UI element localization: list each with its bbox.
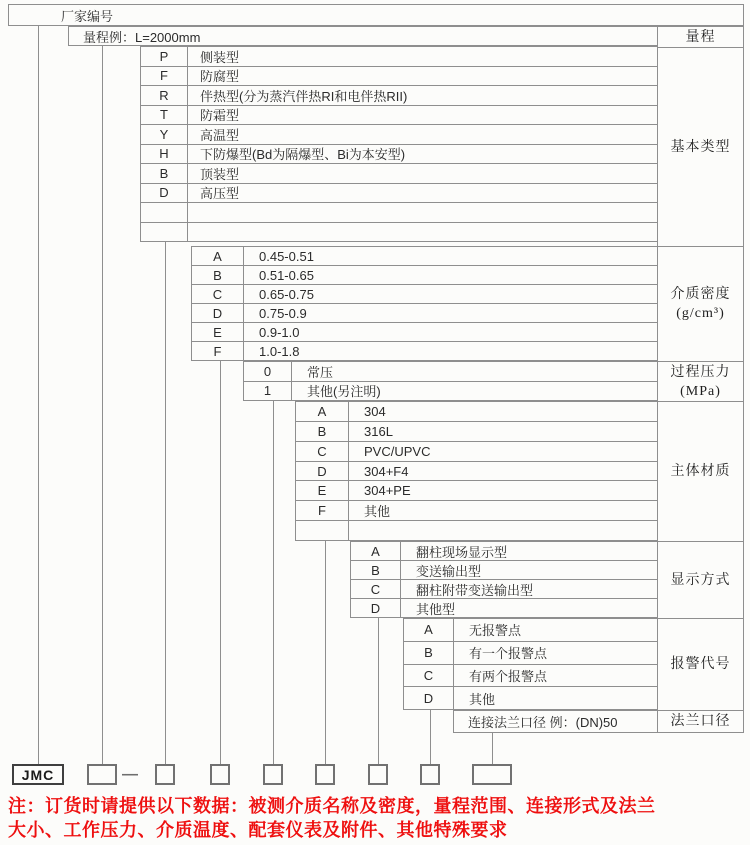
connector-line-basic [165, 242, 166, 765]
desc-cell: 1.0-1.8 [259, 343, 300, 359]
table-row [296, 520, 657, 540]
model-code-box-pressure [263, 764, 283, 785]
code-cell [141, 223, 188, 242]
code-cell: A [404, 619, 454, 641]
model-code-dash: — [122, 765, 138, 783]
table-row [192, 303, 657, 322]
section-label-alarm-code: 报警代号 [658, 618, 743, 710]
connector-line-density [220, 361, 221, 765]
connector-line-pressure [273, 401, 274, 765]
desc-cell [188, 223, 657, 242]
desc-cell: 高压型 [200, 186, 240, 202]
table-row [141, 124, 657, 144]
code-cell: A [296, 402, 349, 421]
desc-cell: PVC/UPVC [364, 443, 431, 459]
model-code-box-display [368, 764, 388, 785]
code-cell: C [296, 442, 349, 461]
desc-cell: 0.51-0.65 [259, 267, 314, 283]
model-code-box-range [87, 764, 117, 785]
section-label-process-pressure: 过程压力 (MPa) [658, 361, 743, 401]
table-row [404, 686, 657, 709]
desc-cell: 0.9-1.0 [259, 324, 300, 340]
desc-cell: 304 [364, 403, 386, 419]
medium-density-table [191, 246, 657, 361]
table-row [141, 85, 657, 105]
factory-code-label: 厂家编号 [61, 8, 114, 24]
order-note-line-1: 注：订货时请提供以下数据：被测介质名称及密度，量程范围、连接形式及法兰 [8, 796, 656, 816]
code-cell: H [141, 145, 188, 164]
process-pressure-table [243, 361, 657, 401]
desc-cell [349, 521, 657, 540]
table-row [296, 480, 657, 500]
body-material-table [295, 401, 657, 541]
code-cell: 1 [244, 382, 292, 401]
code-cell: R [141, 86, 188, 105]
code-cell: D [351, 599, 401, 617]
table-row [351, 542, 657, 560]
desc-cell: 0.75-0.9 [259, 305, 307, 321]
range-example-text: 量程例：L=2000mm [83, 29, 201, 45]
desc-cell: 防腐型 [200, 69, 240, 85]
code-cell: E [296, 481, 349, 500]
desc-cell: 其他型 [416, 601, 456, 617]
code-cell: D [141, 184, 188, 203]
model-code-box-alarm [420, 764, 440, 785]
code-cell: F [192, 342, 244, 360]
connector-line-range [102, 46, 103, 765]
table-row [141, 144, 657, 164]
table-row [192, 265, 657, 284]
code-cell: B [351, 561, 401, 579]
desc-cell: 无报警点 [469, 623, 522, 639]
basic-type-table [140, 46, 657, 242]
alarm-code-table [403, 618, 657, 710]
connector-line-material [325, 541, 326, 765]
desc-cell: 常压 [307, 364, 334, 380]
code-cell: C [192, 285, 244, 303]
code-cell: F [296, 501, 349, 520]
desc-cell: 有一个报警点 [469, 646, 548, 662]
code-cell: F [141, 67, 188, 86]
desc-cell: 顶装型 [200, 166, 240, 182]
connector-line-display [378, 618, 379, 765]
desc-cell: 其他(另注明) [307, 384, 381, 400]
table-row [192, 341, 657, 360]
section-label-medium-density: 介质密度 (g/cm³) [658, 246, 743, 361]
code-cell: A [351, 542, 401, 560]
table-row [351, 579, 657, 598]
range-row [68, 26, 657, 46]
table-row [141, 47, 657, 66]
model-code-box-basic [155, 764, 175, 785]
desc-cell: 其他 [469, 691, 496, 707]
code-cell: B [141, 164, 188, 183]
table-row [296, 421, 657, 441]
code-cell: T [141, 106, 188, 125]
factory-code-header [8, 4, 744, 26]
desc-cell: 翻柱附带变送输出型 [416, 582, 534, 598]
code-cell: C [351, 580, 401, 598]
section-label-flange-size: 法兰口径 [658, 710, 743, 732]
desc-cell: 翻柱现场显示型 [416, 544, 508, 560]
flange-size-row [453, 710, 657, 733]
model-code-box-flange [472, 764, 512, 785]
desc-cell: 有两个报警点 [469, 668, 548, 684]
table-row [296, 461, 657, 481]
display-mode-table [350, 541, 657, 618]
table-row [141, 163, 657, 183]
table-row [141, 66, 657, 86]
category-label-column [657, 26, 744, 733]
desc-cell: 其他 [364, 504, 391, 520]
desc-cell: 防霜型 [200, 108, 240, 124]
model-code-box-density [210, 764, 230, 785]
desc-cell: 伴热型(分为蒸汽伴热RI和电伴热RII) [200, 88, 408, 104]
table-row [141, 105, 657, 125]
desc-cell [188, 203, 657, 222]
desc-cell: 304+PE [364, 483, 411, 499]
desc-cell: 下防爆型(Bd为隔爆型、Bi为本安型) [200, 147, 406, 163]
code-cell: B [296, 422, 349, 441]
table-row [244, 381, 657, 401]
order-note-line-2: 大小、工作压力、介质温度、配套仪表及附件、其他特殊要求 [8, 820, 508, 840]
desc-cell: 变送输出型 [416, 563, 482, 579]
model-code-box-material [315, 764, 335, 785]
code-cell: D [296, 462, 349, 481]
code-cell: C [404, 665, 454, 687]
code-cell: E [192, 323, 244, 341]
code-cell: B [192, 266, 244, 284]
section-label-body-material: 主体材质 [658, 401, 743, 541]
table-row [351, 598, 657, 617]
table-row [404, 641, 657, 664]
table-row [244, 362, 657, 381]
table-row [192, 247, 657, 265]
desc-cell: 高温型 [200, 127, 240, 143]
code-cell: D [192, 304, 244, 322]
connector-line-flange [492, 733, 493, 765]
table-row [351, 560, 657, 579]
desc-cell: 0.65-0.75 [259, 286, 314, 302]
table-row [296, 500, 657, 520]
connector-line-alarm [430, 710, 431, 765]
table-row [296, 441, 657, 461]
model-prefix-box: JMC [12, 764, 64, 785]
code-cell [296, 521, 349, 540]
section-label-basic-type: 基本类型 [658, 47, 743, 246]
table-row [141, 202, 657, 222]
code-cell: B [404, 642, 454, 664]
section-label-range: 量程 [685, 29, 716, 45]
desc-cell: 0.45-0.51 [259, 248, 314, 264]
desc-cell: 侧装型 [200, 49, 240, 65]
table-row [141, 222, 657, 242]
table-row [404, 664, 657, 687]
code-cell: D [404, 687, 454, 709]
code-cell: Y [141, 125, 188, 144]
table-row [192, 322, 657, 341]
table-row [296, 402, 657, 421]
code-cell: P [141, 47, 188, 66]
table-row [192, 284, 657, 303]
code-cell: 0 [244, 362, 292, 381]
section-label-display-mode: 显示方式 [658, 541, 743, 618]
table-row [141, 183, 657, 203]
table-row [404, 619, 657, 641]
order-note [8, 794, 748, 842]
connector-line-factory [38, 26, 39, 765]
desc-cell: 316L [364, 423, 393, 439]
desc-cell: 304+F4 [364, 463, 409, 479]
code-cell [141, 203, 188, 222]
flange-size-text: 连接法兰口径 例：(DN)50 [468, 715, 618, 730]
code-cell: A [192, 247, 244, 265]
